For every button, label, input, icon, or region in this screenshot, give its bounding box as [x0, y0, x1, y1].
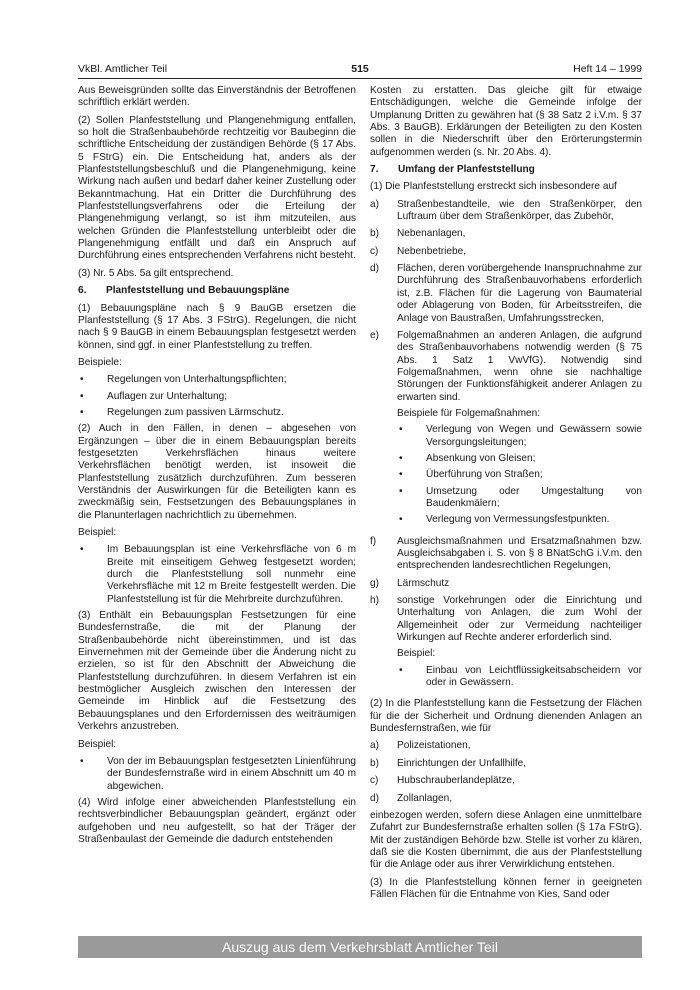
paragraph: (3) Nr. 5 Abs. 5a gilt entsprechend. [78, 267, 234, 279]
list-item [370, 793, 642, 805]
paragraph: (2) In die Planfeststellung kann die Festsetzung der Flächen für die der Sicherheit und Ordnung dienenden Anlagen an Bundesfernstraßen, wie für [370, 698, 642, 735]
list-item-text: Straßenbestandteile, wie den Straßenkörper, den Luftraum über dem Straßenkörper, das Zubehör, [397, 198, 642, 223]
footer-banner: Auszug aus dem Verkehrsblatt Amtlicher Teil [78, 936, 642, 958]
list-item [370, 228, 642, 240]
list-marker: e) [370, 329, 379, 341]
list-item-text: Verlegung von Wegen und Gewässern sowie Versorgungsleitungen; [426, 424, 642, 448]
list-marker: c) [370, 775, 379, 787]
list-item [370, 740, 642, 752]
list-marker: b) [370, 757, 379, 769]
paragraph: Aus Beweisgründen sollte das Einverständnis der Betroffenen schriftlich erklärt werden. [78, 85, 356, 109]
list-marker: h) [370, 595, 379, 607]
list-item [370, 330, 642, 531]
bullet-marker: • [399, 424, 403, 436]
list-item-body [397, 595, 642, 693]
paragraph: (3) In die Planfeststellung können ferner in geeigneten Fällen Flächen für die Entnahme von Kies, Sand oder [370, 876, 642, 900]
example-label: Beispiel: [78, 527, 117, 538]
sub-list-item [397, 514, 642, 526]
right-column [370, 85, 642, 906]
example-label: Beispiel: [78, 738, 117, 750]
paragraph: (3) Enthält ein Bebauungsplan Festsetzungen für eine Bundesfernstraße, die mit der Planung der Straßenbaubehörde nicht übereinstimmen, und ist das Einvernehmen mit der Gemeinde über die Änderung nicht zu erzielen, so ist für den Abschnitt der Abweichung die Planfeststellung durchzuführen. In diesem Verfahren ist ein bestmöglicher Ausgleich zwischen den Interessen der Gemeinde im Hinblick auf die Festsetzung des Bebauungsplanes und den Erfordernissen des weiträumigen Verkehrs anzustreben. [78, 610, 356, 733]
list-item-text: Hubschrauberlandeplätze, [397, 775, 515, 787]
sub-list-item [397, 453, 642, 465]
example-label: Beispiel: [397, 648, 436, 660]
list-item-text: Auflagen zur Unterhaltung; [107, 390, 228, 402]
bullet-marker: • [80, 406, 84, 418]
list-item-text: Einbau von Leichtflüssigkeitsabscheidern vor oder in Gewässern. [426, 664, 642, 689]
list-item-text: Regelungen von Unterhaltungspflichten; [107, 374, 287, 386]
sub-list-item [397, 486, 642, 511]
bullet-marker: • [399, 514, 403, 526]
list-item-text: Im Bebauungsplan ist eine Verkehrsfläche von 6 m Breite mit einseitigem Gehweg festgesetzt worden; durch die Planfeststellung soll nunmehr eine Verkehrsfläche mit 12 m Breite festgestellt werden. Die Planfeststellung ist für die Mehrbreite durchzuführen. [107, 544, 356, 605]
list-item-text: Nebenanlagen, [397, 228, 466, 240]
bullet-marker: • [399, 452, 403, 464]
examples-label: Beispiele: [78, 356, 122, 368]
list-item-text: Nebenbetriebe, [397, 245, 467, 257]
list-item [78, 391, 356, 403]
list-item-text: Einrichtungen der Unfallhilfe, [397, 757, 527, 769]
list-item-text: Zollanlagen, [397, 792, 452, 804]
list-item-text: Von der im Bebauungsplan festgesetzten Linienführung der Bundesfernstraße wird in einem Abschnitt um 40 m abgewichen. [107, 755, 356, 792]
issue-label: Heft 14 – 1999 [573, 63, 642, 75]
list-item [78, 544, 356, 606]
list-item-text: Überführung von Straßen; [426, 469, 543, 481]
list-item-text: Ausgleichsmaßnahmen und Ersatzmaßnahmen bzw. Ausgleichsabgaben i. S. von § 8 BNatSchG i.V.m. den entsprechenden landesrechtlichen Regelungen, [397, 535, 642, 572]
list-item-text: Verlegung von Vermessungsfestpunkten. [426, 514, 610, 526]
list-item [370, 246, 642, 258]
list-item [78, 756, 356, 793]
list-item-text: Regelungen zum passiven Lärmschutz. [107, 406, 284, 418]
section-title: Planfeststellung und Bebauungspläne [106, 285, 290, 297]
section-heading-6 [78, 285, 356, 297]
list-marker: a) [370, 198, 379, 210]
list-item-text: Folgemaßnahmen an anderen Anlagen, die aufgrund des Straßenbauvorhabens notwendig werden (§ 75 Abs. 1 Satz 1 VwVfG). Notwendig sind Folgemaßnahmen, wenn ohne sie nachhaltige Störungen der Funktionsfähigkeit anderer Anlagen zu erwarten sind. [397, 329, 642, 403]
bullet-marker: • [399, 469, 403, 481]
list-item [370, 263, 642, 325]
list-marker: d) [370, 263, 379, 275]
section-number: 6. [78, 285, 87, 297]
paragraph: (4) Wird infolge einer abweichenden Planfeststellung ein rechtsverbindlicher Bebauungsplan geändert, ergänzt oder aufgehoben und neu aufgestellt, so hat der Träger der Straßenbaulast der Gemeinde die dadurch entstehenden [78, 796, 356, 845]
list-marker: c) [370, 245, 379, 257]
bullet-marker: • [80, 755, 84, 767]
list-marker: b) [370, 228, 379, 240]
paragraph: (2) Sollen Planfeststellung und Plangenehmigung entfallen, so holt die Straßenbaubehörde rechtzeitig vor Baubeginn die schriftliche Entscheidung der zuständigen Behörde (§ 17 Abs. 5 FStrG) ein. Die Entscheidung hat, anders als der Planfeststellungsbeschluß und die Plangenehmigung, keine Wirkung nach außen und bedarf daher keiner Zustellung oder Bekanntmachung. Hat ein Dritter die Durchführung des Planfeststellungsverfahrens oder die Erteilung der Plangenehmigung verlangt, so ist ihm mitzuteilen, aus welchen Gründen die Planfeststellung unterbleibt oder die Plangenehmigung entfällt und daß ein Anspruch auf Durchführung eines entsprechenden Verfahrens nicht besteht. [78, 114, 356, 262]
paragraph: (1) Die Planfeststellung erstreckt sich insbesondere auf [370, 181, 617, 193]
bullet-marker: • [80, 544, 84, 556]
bullet-marker: • [399, 485, 403, 497]
page-number: 515 [351, 63, 369, 75]
list-marker: a) [370, 740, 379, 752]
list-item [370, 578, 642, 590]
list-item [370, 595, 642, 693]
list-item-text: Polizeistationen, [397, 740, 471, 752]
sub-list-item [397, 424, 642, 449]
sub-list-item [397, 469, 642, 481]
list-marker: f) [370, 535, 377, 547]
section-heading-7 [370, 164, 642, 176]
list-item [370, 758, 642, 770]
list-item-body [397, 330, 642, 531]
list-item [370, 775, 642, 787]
list-item [370, 536, 642, 573]
list-item [78, 407, 356, 419]
list-item-text: Umsetzung oder Umgestaltung von Baudenkmälern; [426, 485, 642, 509]
list-item [78, 374, 356, 386]
list-item-text: Absenkung von Gleisen; [426, 452, 536, 464]
left-column [78, 85, 356, 851]
paragraph: Kosten zu erstatten. Das gleiche gilt für etwaige Entschädigungen, welche die Gemeinde infolge der Umplanung Dritten zu gewähren hat (§ 38 Satz 2 i.V.m. § 37 Abs. 3 BauGB). Erklärungen der Beteiligten zu den Kosten sollen in die Niederschrift über den Erörterungstermin aufgenommen werden (s. Nr. 20 Abs. 4). [370, 85, 642, 158]
examples-label: Beispiele für Folgemaßnahmen: [397, 407, 541, 419]
bullet-marker: • [80, 390, 84, 402]
page-header [78, 63, 642, 79]
list-marker: d) [370, 792, 379, 804]
section-number: 7. [370, 164, 379, 176]
bullet-marker: • [80, 374, 84, 386]
list-item-text: sonstige Vorkehrungen oder die Einrichtung und Unterhaltung von Anlagen, die zum Wohl der Allgemeinheit oder zur Vermeidung nachteiliger Wirkungen auf Rechte anderer erforderlich sind. [397, 595, 642, 644]
sub-list-item [397, 665, 642, 690]
paragraph: einbezogen werden, sofern diese Anlagen eine unmittelbare Zufahrt zur Bundesfernstraße erhalten sollen (§ 17a FStrG). Mit der zuständigen Behörde bzw. Stelle ist vorher zu klären, daß sie die Kosten übernimmt, die aus der Planfeststellung für die Anlage oder aus ihrer Verwirklichung entstehen. [370, 809, 642, 871]
paragraph: (1) Bebauungspläne nach § 9 BauGB ersetzen die Planfeststellung (§ 17 Abs. 3 FStrG). Regelungen, die nicht nach § 9 BauGB in einem Bebauungsplan festgesetzt werden können, sind ggf. in einer Planfeststellung zu treffen. [78, 302, 356, 351]
list-marker: g) [370, 577, 379, 589]
list-item [370, 199, 642, 224]
bullet-marker: • [399, 664, 403, 676]
section-title: Umfang der Planfeststellung [398, 164, 535, 176]
paragraph: (2) Auch in den Fällen, in denen – abgesehen von Ergänzungen – über die in einem Bebauungsplan bereits festgesetzten Verkehrsflächen hinaus weitere Verkehrsflächen benötigt werden, ist insoweit die Planfeststellung zusätzlich durchzuführen. Zum besseren Verständnis der Auswirkungen für die Beteiligten kann es zweckmäßig sein, Festsetzungen des Bebauungsplanes in die Planunterlagen nachrichtlich zu übernehmen. [78, 423, 356, 521]
header-rule [78, 78, 642, 79]
journal-name: VkBl. Amtlicher Teil [78, 63, 168, 75]
list-item-text: Lärmschutz [397, 577, 450, 589]
list-item-text: Flächen, deren vorübergehende Inanspruchnahme zur Durchführung des Straßenbauvorhabens erforderlich ist, z.B. Flächen für die Lagerung von Baumaterial oder Ablagerung von Boden, für Arbeitsstreifen, die Anlage von Baustraßen, Umfahrungsstrecken, [397, 263, 642, 324]
